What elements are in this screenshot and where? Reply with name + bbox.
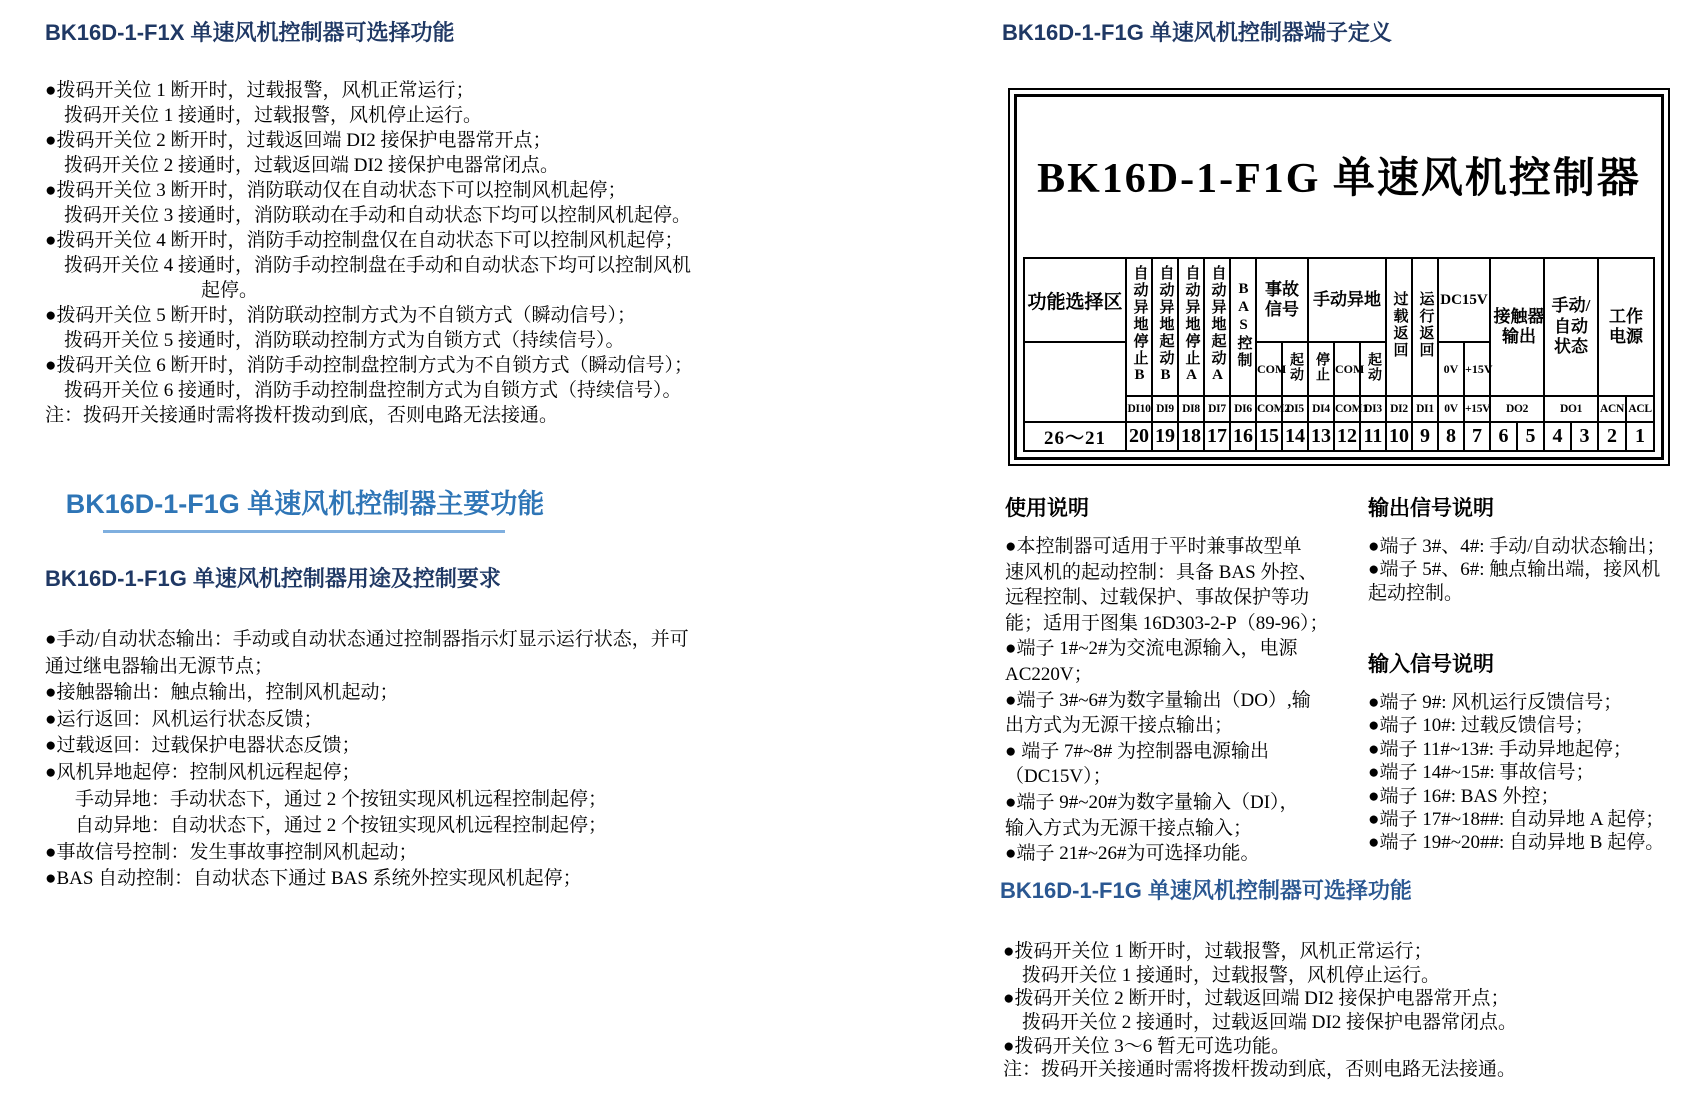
heading-f1g-purpose-control: BK16D-1-F1G 单速风机控制器用途及控制要求 [45,566,501,591]
terminal-number-cell: 1 [1626,422,1654,451]
terminal-number-cell: 10 [1386,422,1412,451]
heading-f1g-terminal-definition: BK16D-1-F1G 单速风机控制器端子定义 [1002,20,1392,45]
text-line: 拨码开关位 4 接通时，消防手动控制盘在手动和自动状态下均可以控制风机 [64,255,692,276]
terminal-number-cell: 6 [1490,422,1517,451]
input-signals-heading: 输入信号说明 [1368,653,1494,676]
col-header-overload-return: 过载返回 [1386,258,1412,396]
text-line: ●端子 10#: 过载反馈信号； [1368,715,1594,737]
terminal-label-cell: DI6 [1230,396,1256,422]
output-signals-section [1368,492,1693,605]
func-select-area-cell: 功能选择区 [1024,258,1126,342]
text-line: ●本控制器可适用于平时兼事故型单 [1005,536,1302,557]
text-line: ●运行返回：风机运行状态反馈； [45,708,323,730]
text-line: ●拨码开关位 2 断开时，过载返回端 DI2 接保护电器常开点； [45,130,552,151]
terminal-label-cell: +15V [1464,396,1490,422]
terminal-label-cell: COM1 [1334,396,1360,422]
text-line: ●事故信号控制：发生事故事控制风机起动； [45,841,418,863]
output-signals-list [1368,535,1693,605]
text-line: 出方式为无源干接点输出； [1005,715,1234,737]
col-header-auto-remote-stop-b: 自动异地停止B [1126,258,1152,396]
terminal-label-cell: ACN [1598,396,1626,422]
text-line: ●拨码开关位 1 断开时，过载报警，风机正常运行； [45,80,475,101]
text-line: ●手动/自动状态输出：手动或自动状态通过控制器指示灯显示运行状态，并可 [45,629,689,650]
text-line: ●过载返回：过载保护电器状态反馈； [45,735,361,757]
text-line: ●拨码开关位 2 断开时，过载返回端 DI2 接保护电器常开点； [1003,988,1510,1010]
text-line: ●端子 11#~13#: 手动异地起停； [1368,738,1632,760]
terminal-label-cell: DI7 [1204,396,1230,422]
heading-f1x-optional-functions: BK16D-1-F1X 单速风机控制器可选择功能 [45,20,455,45]
terminal-number-cell: 8 [1438,422,1464,451]
sub-header-com: COM [1256,342,1282,396]
terminal-number-cell: 20 [1126,422,1152,451]
col-header-manual-remote: 手动异地 [1308,258,1386,342]
terminal-label-cell: DI3 [1360,396,1386,422]
usage-notes-section [1005,492,1350,868]
text-line: ● 端子 7#~8# 为控制器电源输出 [1005,740,1270,762]
usage-notes-list [1005,535,1350,868]
f1x-optional-functions-list [45,79,725,429]
terminal-label-cell: DI8 [1178,396,1204,422]
text-line: 起动控制。 [1368,582,1464,604]
diagram-title: BK16D-1-F1G 单速风机控制器 [1037,156,1641,202]
sub-header-start: 起动 [1360,342,1386,396]
text-line: 远程控制、过载保护、事故保护等功 [1005,587,1310,609]
f1g-optional-functions-list [1003,940,1693,1082]
terminal-label-cell: DI2 [1386,396,1412,422]
terminal-label-cell: 0V [1438,396,1464,422]
terminal-label-cell: DI1 [1412,396,1438,422]
terminal-label-cell: DI10 [1126,396,1152,422]
text-line: 自动异地：自动状态下，通过 2 个按钮实现风机远程控制起停； [75,815,608,837]
text-line: 拨码开关位 6 接通时，消防手动控制盘控制方式为自锁方式（持续信号）。 [64,380,682,401]
text-line: 速风机的起动控制：具备 BAS 外控、 [1005,561,1318,583]
heading-underline [103,530,505,533]
text-line: 手动异地：手动状态下，通过 2 个按钮实现风机远程控制起停； [75,788,608,810]
text-line: ●端子 9#~20#为数字量输入（DI）， [1005,791,1299,813]
text-line: 输入方式为无源干接点输入； [1005,817,1253,839]
text-line: AC220V； [1005,663,1093,685]
terminal-number-cell: 15 [1256,422,1282,451]
text-line: ●端子 21#~26#为可选择功能。 [1005,843,1260,865]
text-line: ●端子 14#~15#: 事故信号； [1368,762,1595,784]
text-line: 拨码开关位 1 接通时，过载报警，风机停止运行。 [1022,964,1441,986]
col-header-dc15v: DC15V [1438,258,1490,342]
text-line: ●端子 19#~20##: 自动异地 B 起停。 [1368,832,1665,854]
text-line: ●拨码开关位 5 断开时，消防联动控制方式为不自锁方式（瞬动信号）； [45,305,636,326]
text-line: 通过继电器输出无源节点； [45,655,274,677]
terminal-number-cell: 11 [1360,422,1386,451]
col-header-auto-remote-start-b: 自动异地起动B [1152,258,1178,396]
terminal-label-cell: COM2 [1256,396,1282,422]
terminal-label-cell: DI4 [1308,396,1334,422]
terminal-number-cell: 7 [1464,422,1490,451]
func-select-numbers-cell: 26～21 [1024,422,1126,451]
terminal-number-cell: 17 [1204,422,1230,451]
text-line: ●风机异地起停：控制风机远程起停； [45,761,361,783]
terminal-number-cell: 3 [1571,422,1598,451]
terminal-label-cell: DI9 [1152,396,1178,422]
text-line: （DC15V）； [1005,766,1112,788]
text-line: 能；适用于图集 16D303-2-P（89-96）； [1005,612,1329,634]
text-line: ●端子 16#: BAS 外控； [1368,785,1560,807]
text-line: ●端子 5#、6#: 触点输出端，接风机 [1368,559,1661,581]
text-line: 拨码开关位 3 接通时，消防联动在手动和自动状态下均可以控制风机起停。 [64,205,692,226]
sub-header-stop: 停止 [1308,342,1334,396]
f1g-purpose-list [45,628,725,894]
text-line: ●端子 1#~2#为交流电源输入，电源 [1005,638,1298,660]
text-line: 起停。 [201,280,259,301]
output-signals-heading: 输出信号说明 [1368,497,1494,520]
text-line: ●拨码开关位 3～6 暂无可选功能。 [1003,1035,1290,1057]
text-line: ●拨码开关位 6 断开时，消防手动控制盘控制方式为不自锁方式（瞬动信号）； [45,355,693,376]
terminal-label-cell: DO2 [1490,396,1544,422]
input-signals-list [1368,691,1693,855]
text-line: ●端子 3#、4#: 手动/自动状态输出； [1368,536,1666,557]
text-line: 拨码开关位 2 接通时，过载返回端 DI2 接保护电器常闭点。 [1022,1012,1518,1034]
terminal-number-cell: 14 [1282,422,1308,451]
terminal-number-cell: 2 [1598,422,1626,451]
col-header-bas-control: BAS控制 [1230,258,1256,396]
text-line: 注：拨码开关接通时需将拨杆拨动到底，否则电路无法接通。 [1003,1059,1517,1081]
sub-header-0v: 0V [1438,342,1464,396]
terminal-number-cell: 9 [1412,422,1438,451]
text-line: ●拨码开关位 4 断开时，消防手动控制盘仅在自动状态下可以控制风机起停； [45,230,684,251]
terminal-diagram-inner-border [1014,94,1664,460]
input-signals-section [1368,648,1693,855]
terminal-label-cell: ACL [1626,396,1654,422]
terminal-label-cell: DO1 [1544,396,1598,422]
heading-f1g-optional-functions: BK16D-1-F1G 单速风机控制器可选择功能 [1000,878,1412,903]
terminal-number-cell: 12 [1334,422,1360,451]
terminal-diagram-box [1008,88,1670,466]
text-line: 拨码开关位 5 接通时，消防联动控制方式为自锁方式（持续信号）。 [64,330,625,351]
terminal-number-cell: 4 [1544,422,1571,451]
terminal-table [1023,257,1655,452]
sub-header-start: 起动 [1282,342,1308,396]
sub-header-com: COM [1334,342,1360,396]
text-line: ●端子 3#~6#为数字量输出（DO）,输 [1005,689,1311,711]
text-line: ●端子 17#~18##: 自动异地 A 起停； [1368,808,1665,830]
terminal-number-cell: 19 [1152,422,1178,451]
text-line: ●拨码开关位 3 断开时，消防联动仅在自动状态下可以控制风机起停； [45,180,627,201]
usage-notes-heading: 使用说明 [1005,497,1089,520]
text-line: ●BAS 自动控制：自动状态下通过 BAS 系统外控实现风机起停； [45,868,582,890]
text-line: ●拨码开关位 1 断开时，过载报警，风机正常运行； [1003,941,1433,962]
text-line: ●端子 9#: 风机运行反馈信号； [1368,692,1623,713]
text-line: 注：拨码开关接通时需将拨杆拨动到底，否则电路无法接通。 [45,405,559,426]
terminal-label-cell: DI5 [1282,396,1308,422]
text-line: 拨码开关位 2 接通时，过载返回端 DI2 接保护电器常闭点。 [64,155,560,176]
terminal-number-cell: 18 [1178,422,1204,451]
terminal-number-cell: 16 [1230,422,1256,451]
col-header-accident-signal: 事故信号 [1256,258,1308,342]
col-header-run-return: 运行返回 [1412,258,1438,396]
col-header-contactor-output: 接触器输出 [1490,258,1544,396]
func-select-empty-cell [1024,342,1126,422]
col-header-manual-auto-state: 手动/自动状态 [1544,258,1598,396]
text-line: ●接触器输出：触点输出，控制风机起动； [45,682,399,704]
terminal-number-cell: 5 [1517,422,1544,451]
terminal-number-cell: 13 [1308,422,1334,451]
col-header-working-power: 工作电源 [1598,258,1654,396]
col-header-auto-remote-stop-a: 自动异地停止A [1178,258,1204,396]
col-header-auto-remote-start-a: 自动异地起动A [1204,258,1230,396]
heading-f1g-main-functions: BK16D-1-F1G 单速风机控制器主要功能 [65,489,545,519]
sub-header-15v: +15V [1464,342,1490,396]
text-line: 拨码开关位 1 接通时，过载报警，风机停止运行。 [64,105,483,126]
